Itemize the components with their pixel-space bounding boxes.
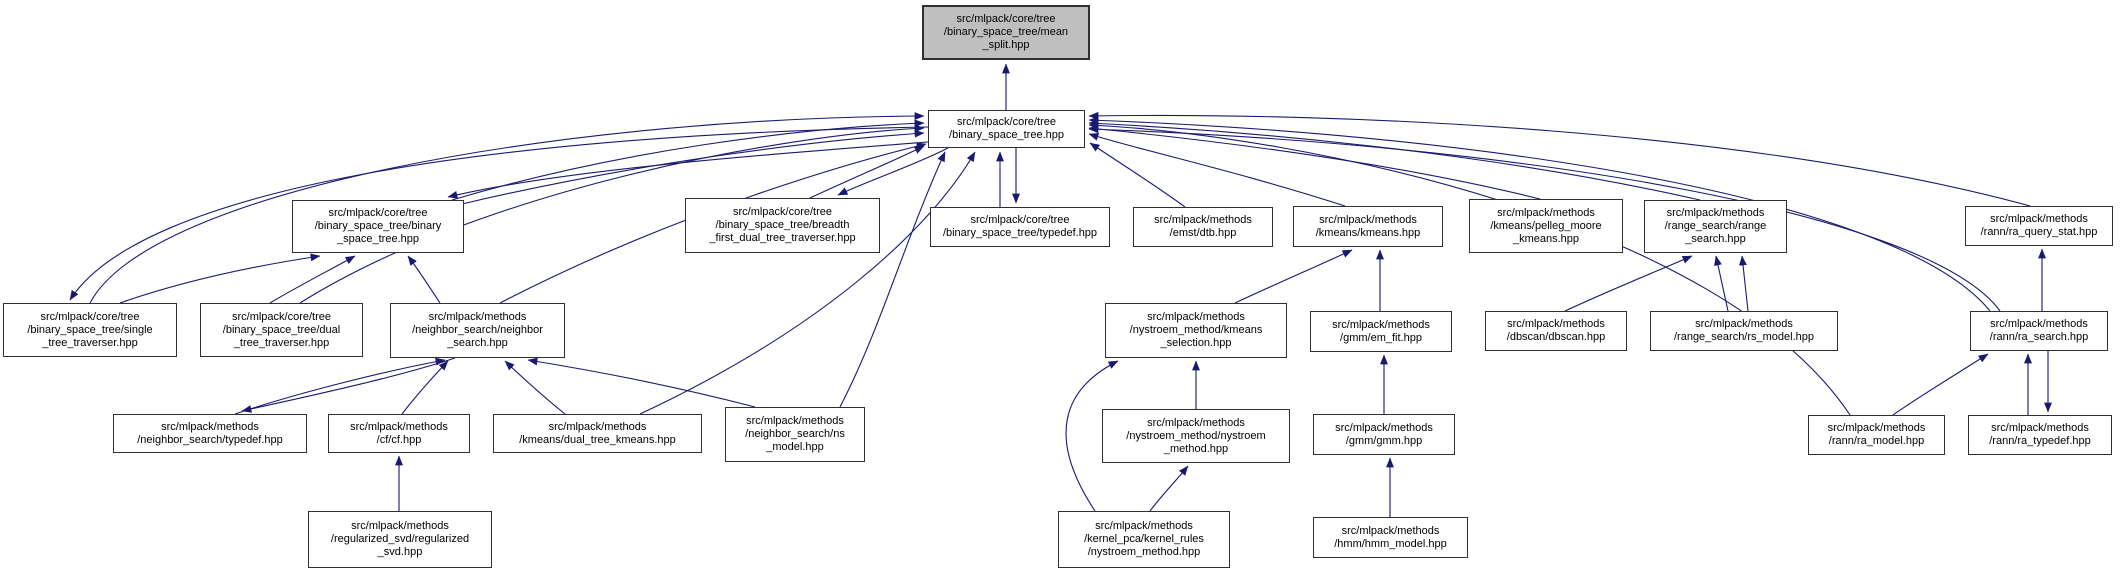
node-label-line: _svd.hpp xyxy=(377,546,423,558)
node-label-line: src/mlpack/methods xyxy=(1332,318,1430,331)
edge-ra-model-to-ra-search xyxy=(1893,354,1988,415)
edge-ns-model-to-binary-space-tree xyxy=(840,152,945,407)
node-label-line: /binary_space_tree.hpp xyxy=(949,129,1064,141)
edge-neighbor-search-to-bst-binary-space-tree xyxy=(408,256,440,303)
node-label-line: _method.hpp xyxy=(1163,442,1229,455)
node-kmeans-hpp[interactable] xyxy=(1293,206,1443,247)
node-emst-dtb-hpp[interactable] xyxy=(1133,207,1273,247)
edge-kmeans-selection-to-kmeans xyxy=(1235,250,1352,303)
node-label-line: /dbscan/dbscan.hpp xyxy=(1506,331,1606,343)
edge-kmeans-to-binary-space-tree xyxy=(1089,134,1345,206)
node-ra-typedef-hpp[interactable] xyxy=(1968,415,2112,455)
node-label-line: _selection.hpp xyxy=(1160,337,1232,349)
edge-ra-query-stat-to-binary-space-tree xyxy=(1089,115,2030,206)
edge-rs-model-to-range-search-a xyxy=(1716,256,1728,311)
node-label-line: _split.hpp xyxy=(982,39,1030,51)
node-label-line: /cf/cf.hpp xyxy=(376,433,422,446)
node-ra-search-hpp[interactable] xyxy=(1970,311,2108,351)
node-label-line: _kmeans.hpp xyxy=(1512,232,1580,245)
node-label-line: src/mlpack/methods xyxy=(1507,318,1605,330)
edge-pelleg-moore-to-binary-space-tree xyxy=(1089,128,1540,199)
node-bst-binary-space-tree-hpp[interactable] xyxy=(292,200,464,253)
node-range-search-hpp[interactable] xyxy=(1644,200,1787,253)
node-label-line: /emst/dtb.hpp xyxy=(1169,227,1237,239)
node-label-line: src/mlpack/methods xyxy=(1095,520,1193,532)
node-label-line: src/mlpack/core/tree xyxy=(328,207,428,219)
node-label-line: /nystroem_method.hpp xyxy=(1087,546,1201,558)
node-label-line: src/mlpack/core/tree xyxy=(40,310,140,323)
node-label-line: /gmm/em_fit.hpp xyxy=(1340,331,1422,344)
node-label-line: /kmeans/dual_tree_kmeans.hpp xyxy=(519,433,676,446)
node-label-line: src/mlpack/methods xyxy=(746,415,844,427)
node-label-line: src/mlpack/methods xyxy=(1335,421,1433,434)
node-label-line: src/mlpack/methods xyxy=(161,420,259,433)
edge-binary-space-tree-to-breadth-first xyxy=(838,148,948,195)
edge-ra-model-to-binary-space-tree xyxy=(1089,125,1850,415)
node-label-line: /binary_space_tree/single xyxy=(27,323,153,336)
node-label-line: _tree_traverser.hpp xyxy=(233,336,330,349)
edge-neighbor-search-to-ns-typedef xyxy=(242,358,455,411)
node-label-line: /hmm/hmm_model.hpp xyxy=(1334,537,1447,550)
node-neighbor-search-hpp[interactable] xyxy=(390,303,565,358)
node-label-line: _space_tree.hpp xyxy=(337,233,419,245)
node-label-line: src/mlpack/methods xyxy=(1990,318,2088,330)
edge-emst-dtb-to-binary-space-tree xyxy=(1090,143,1185,207)
node-kernel-rules-nystroem-method-hpp[interactable] xyxy=(1058,511,1230,568)
node-label-line: /binary_space_tree/breadth xyxy=(715,219,850,231)
node-label-line: /binary_space_tree/mean xyxy=(943,26,1069,38)
node-label-line: /nystroem_method/kmeans xyxy=(1129,324,1263,336)
node-label-line: /neighbor_search/typedef.hpp xyxy=(137,433,283,446)
node-label-line: src/mlpack/methods xyxy=(1827,422,1926,434)
node-label-line: src/mlpack/methods xyxy=(1666,207,1765,219)
node-neighbor-search-typedef-hpp[interactable] xyxy=(113,414,307,453)
node-label-line: /rann/ra_query_stat.hpp xyxy=(1980,226,2098,238)
node-label-line: src/mlpack/methods xyxy=(1990,213,2088,225)
node-kmeans-selection-hpp[interactable] xyxy=(1105,303,1287,358)
node-cf-hpp[interactable] xyxy=(328,414,470,453)
node-label-line: /binary_space_tree/binary xyxy=(314,220,442,232)
node-label-line: _model.hpp xyxy=(766,441,824,453)
node-label-line: src/mlpack/core/tree xyxy=(970,214,1070,226)
edge-kernel-rules-to-nystroem-method xyxy=(1150,466,1188,511)
node-label-line: src/mlpack/methods xyxy=(1341,524,1440,537)
node-label-line: /kmeans/kmeans.hpp xyxy=(1315,226,1421,239)
edge-binary-space-tree-to-bst-binary-space-tree xyxy=(448,142,928,197)
node-gmm-hpp[interactable] xyxy=(1313,414,1455,455)
edge-breadth-first-to-binary-space-tree xyxy=(810,146,924,198)
node-label-line: /neighbor_search/neighbor xyxy=(412,324,543,336)
node-label-line: src/mlpack/methods xyxy=(351,520,449,532)
edge-single-tree-traverser-to-bst-binary-space-tree xyxy=(120,256,320,303)
node-single-tree-traverser-hpp[interactable] xyxy=(3,303,177,357)
node-label-line: src/mlpack/methods xyxy=(1147,311,1245,323)
node-label-line: /range_search/rs_model.hpp xyxy=(1673,331,1815,343)
edge-cf-to-neighbor-search xyxy=(402,361,448,414)
node-label-line: _tree_traverser.hpp xyxy=(42,336,138,349)
node-label-line: /regularized_svd/regularized xyxy=(330,533,470,545)
node-label-line: src/mlpack/core/tree xyxy=(956,116,1057,128)
edge-dbscan-to-range-search xyxy=(1565,256,1692,311)
node-em-fit-hpp[interactable] xyxy=(1310,311,1452,352)
node-label-line: _first_dual_tree_traverser.hpp xyxy=(709,232,856,244)
node-label-line: src/mlpack/core/tree xyxy=(732,206,833,218)
node-label-line: /binary_space_tree/dual xyxy=(222,323,341,336)
edge-range-search-to-binary-space-tree xyxy=(1089,123,1700,200)
node-label-line: src/mlpack/methods xyxy=(350,420,448,433)
node-label-line: /range_search/range xyxy=(1664,220,1767,232)
edge-dual-tree-kmeans-to-neighbor-search xyxy=(505,361,565,414)
node-label-line: src/mlpack/core/tree xyxy=(231,310,332,323)
node-label-line: /kmeans/pelleg_moore xyxy=(1490,219,1602,232)
node-hmm-model-hpp[interactable] xyxy=(1313,517,1468,558)
node-bst-typedef-hpp[interactable] xyxy=(930,207,1110,247)
node-label-line: src/mlpack/methods xyxy=(1154,214,1252,226)
node-label-line: /gmm/gmm.hpp xyxy=(1345,434,1423,447)
node-label-line: /rann/ra_model.hpp xyxy=(1828,435,1925,447)
node-label-line: src/mlpack/methods xyxy=(1319,213,1417,226)
node-dbscan-hpp[interactable] xyxy=(1485,311,1627,351)
node-pelleg-moore-kmeans-hpp[interactable] xyxy=(1469,199,1623,253)
node-mean-split-hpp[interactable] xyxy=(922,5,1090,60)
node-label-line: /rann/ra_typedef.hpp xyxy=(1989,435,2091,447)
node-label-line: src/mlpack/methods xyxy=(428,311,527,323)
node-label-line: /rann/ra_search.hpp xyxy=(1989,331,2089,343)
edge-dual-tree-kmeans-to-binary-space-tree xyxy=(640,152,975,414)
node-label-line: src/mlpack/core/tree xyxy=(956,13,1056,25)
node-label-line: _search.hpp xyxy=(1685,233,1746,245)
node-rs-model-hpp[interactable] xyxy=(1650,311,1838,351)
node-label-line: /binary_space_tree/typedef.hpp xyxy=(942,227,1098,239)
node-regularized-svd-hpp[interactable] xyxy=(308,511,492,568)
node-label-line: src/mlpack/methods xyxy=(1991,422,2089,434)
node-label-line: src/mlpack/methods xyxy=(1497,206,1595,219)
node-breadth-first-dual-tree-traverser-hpp[interactable] xyxy=(685,198,880,253)
node-label-line: /nystroem_method/nystroem xyxy=(1126,429,1266,442)
node-nystroem-method-hpp[interactable] xyxy=(1102,409,1290,463)
node-ns-model-hpp[interactable] xyxy=(725,407,865,462)
node-label-line: _search.hpp xyxy=(447,337,508,349)
node-label-line: src/mlpack/methods xyxy=(1695,318,1793,330)
node-label-line: /kernel_pca/kernel_rules xyxy=(1084,533,1204,545)
node-ra-query-stat-hpp[interactable] xyxy=(1965,206,2113,246)
node-ra-model-hpp[interactable] xyxy=(1808,415,1945,455)
node-label-line: src/mlpack/methods xyxy=(1147,416,1245,429)
node-binary-space-tree-hpp[interactable] xyxy=(928,110,1085,148)
node-dual-tree-kmeans-hpp[interactable] xyxy=(493,414,702,453)
node-dual-tree-traverser-hpp[interactable] xyxy=(200,303,363,357)
node-label-line: src/mlpack/methods xyxy=(548,420,647,433)
edge-ns-model-to-neighbor-search xyxy=(528,360,755,407)
node-label-line: /neighbor_search/ns xyxy=(745,428,845,440)
edge-rs-model-to-range-search-b xyxy=(1742,256,1748,311)
